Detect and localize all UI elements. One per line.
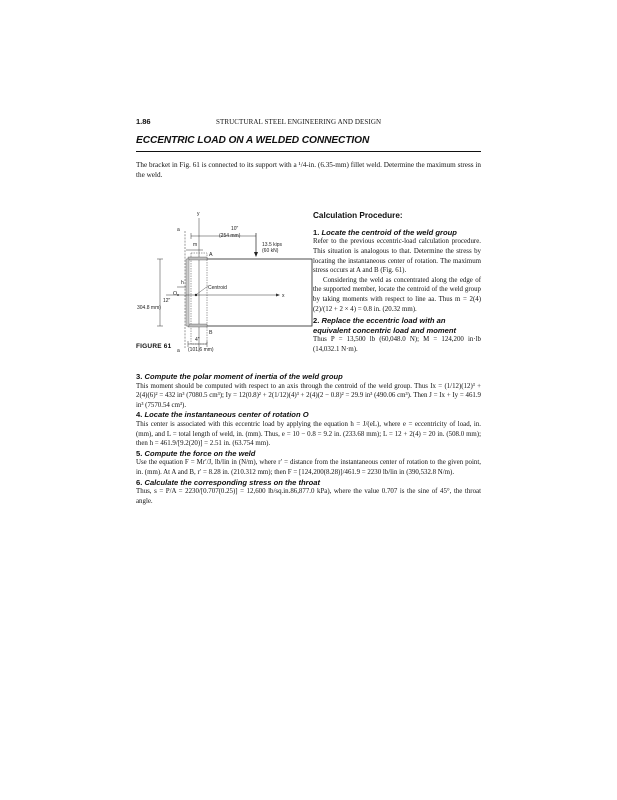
label-x: x (282, 293, 285, 299)
step-6-heading (136, 478, 481, 488)
label-a-top: a (177, 227, 180, 233)
figure-caption: FIGURE 61 (136, 343, 172, 350)
weld-top (188, 257, 207, 260)
label-load-kn: (60 kN) (262, 248, 279, 254)
running-head (136, 116, 481, 128)
label-point-a: A (209, 252, 213, 258)
step-4-number: 4. (136, 410, 143, 420)
step-3-heading (136, 372, 481, 382)
label-dim-left-mm: 304.8 mm) (137, 305, 161, 311)
step-2-heading (313, 316, 481, 335)
step-1-heading (313, 228, 481, 237)
figure-61 (136, 210, 314, 360)
weld-left (186, 259, 189, 326)
label-dim-bottom-mm: (101.6 mm) (188, 347, 214, 353)
label-dim-top-in: 10" (231, 226, 239, 232)
label-dim-top-mm: (254 mm) (219, 233, 241, 239)
step-5-heading (136, 449, 481, 459)
step-6-number: 6. (136, 477, 143, 487)
label-centroid: Centroid (208, 285, 227, 291)
step-2-number: 2. (313, 316, 320, 326)
step-3-paragraph: This moment should be computed with respect to an axis through the centroid of the weld group. Thus Ix = (1/12)(12)³ + 2(4)(6)² = 432 in³ (7080.5 cm³); Iy = 12(0.8)² + 2(1/12)(4)³ + 2(4)(2 − 0.8)² = 29.9 in³ (490.06 cm³). Then J = Ix + Iy = 461.9 in³ (7570.54 cm³). (136, 382, 481, 409)
step-4-paragraph: This center is associated with this eccentric load by applying the equation h = J/(eL), where e = eccentricity of load, in. (mm), and L = total length of weld, in. (mm). Thus, e = 10 − 0.8 = 9.2 in. (233.68 mm); L = 12 + 2(4) = 20 in. (508.0 mm); then h = 461.9/[9.2(20)] = 2.51 in. (63.754 mm). (136, 420, 481, 448)
page-number: 1.86 (136, 117, 151, 126)
label-h: h (181, 280, 184, 286)
section-title: ECCENTRIC LOAD ON A WELDED CONNECTION (136, 135, 370, 146)
step-2-title: Replace the eccentric load with an equivalent concentric load and moment (313, 316, 457, 335)
step-1-title: Locate the centroid of the weld group (321, 228, 457, 237)
step-5-title: Compute the force on the weld (144, 448, 256, 458)
step-3-title: Compute the polar moment of inertia of the weld group (144, 372, 343, 381)
label-load-kips: 13.5 kips (262, 242, 283, 248)
step-5-number: 5. (136, 448, 143, 458)
step-2-paragraph: Thus P = 13,500 lb (60,048.0 N); M = 124,200 in·lb (14,032.1 N·m). (313, 335, 481, 353)
step-1-number: 1. (313, 228, 320, 237)
step-4-title: Locate the instantaneous center of rotation O (144, 410, 309, 420)
label-dim-left-in: 12" (163, 298, 171, 304)
step-6-title: Calculate the corresponding stress on the throat (144, 477, 321, 487)
step-4-heading (136, 410, 481, 420)
intro-paragraph: The bracket in Fig. 61 is connected to its support with a ¹/4-in. (6.35-mm) fillet weld. Determine the maximum stress in the weld. (136, 161, 481, 179)
label-m: m (193, 242, 198, 248)
step-1-paragraph-2: Considering the weld as concentrated along the edge of the supported member, locate the centroid of the weld group by taking moments with respect to line aa. Thus m = 2(4)(2)/(12 + 2 × 4) = 0.8 in. (20.32 mm). (313, 276, 481, 313)
bracket-diagram (136, 210, 314, 360)
label-y-top: y (197, 211, 200, 217)
step-1-paragraph-1: Refer to the previous eccentric-load calculation procedure. This situation is analogous to that. Determine the stress by locating the instantaneous center of rotation. The maximum stress occurs at A and B (Fig. 61). (313, 238, 481, 275)
weld-bottom (188, 324, 207, 327)
bracket-plate (188, 259, 312, 326)
right-column (313, 210, 481, 354)
label-dim-bottom-in: 4" (195, 337, 200, 343)
label-point-b: B (209, 330, 213, 336)
running-title: STRUCTURAL STEEL ENGINEERING AND DESIGN (216, 118, 382, 126)
step-5-paragraph: Use the equation F = Mr′/J, lb/lin in (N/m), where r′ = distance from the instantaneous center of rotation to the given point, in. (mm). At A and B, r′ = 8.28 in. (210.312 mm); then F = [124,200(8.28)]/461.9 = 2230 lb/lin in (390,532.8 N/m). (136, 459, 481, 476)
step-3-number: 3. (136, 372, 143, 381)
step-6-paragraph: Thus, s = P/A = 2230/[0.707(0.25)] = 12,600 lb/sq.in.86,877.0 kPa), where the value 0.707 is the sine of 45°, the throat angle. (136, 488, 481, 505)
steps-full-width (136, 372, 481, 506)
label-o: O (173, 291, 178, 297)
label-a-bottom: a (177, 348, 180, 354)
section-rule (136, 151, 481, 152)
calc-procedure-title: Calculation Procedure: (313, 211, 403, 220)
